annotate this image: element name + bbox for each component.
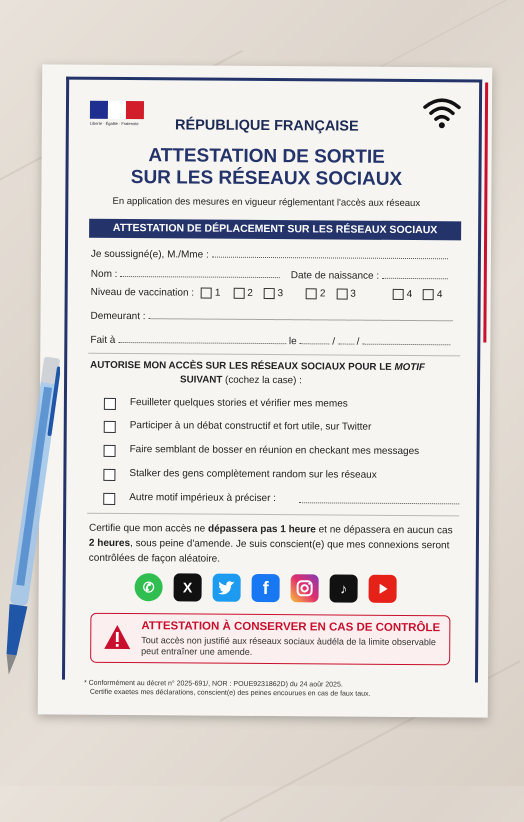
fill-line[interactable]: [362, 335, 450, 346]
option-label: Participer à un débat constructif et fort utile, sur Twitter: [129, 420, 372, 433]
vacc-option[interactable]: 4: [423, 289, 443, 300]
subtitle: En application des mesures en vigueur réglementant l'accès aux réseaux: [112, 195, 421, 210]
vacc-option[interactable]: 2: [233, 288, 253, 299]
checkbox[interactable]: [336, 288, 347, 299]
warning-text: Tout accès non justifié aux réseaux sociaux àudéla de la limite observable peut entraîner une amende.: [141, 635, 436, 657]
title-line-2: SUR LES RÉSEAUX SOCIAUX: [130, 167, 403, 190]
field-soussigne[interactable]: [91, 247, 448, 262]
field-naissance[interactable]: [291, 268, 448, 282]
title-line-1: ATTESTATION DE SORTIE: [148, 145, 385, 168]
field-label: Je soussigné(e), M./Mme :: [90, 248, 209, 261]
fill-line[interactable]: [299, 334, 329, 344]
field-label: Date de naissance :: [290, 270, 380, 282]
checkbox[interactable]: [423, 289, 434, 300]
pen-image: [0, 356, 60, 686]
fill-line[interactable]: [120, 267, 280, 278]
warning-icon: [103, 624, 131, 650]
option-label: Stalker des gens complètement random sur les réseaux: [129, 468, 377, 481]
vacc-option[interactable]: 4: [393, 289, 413, 300]
warning-title: ATTESTATION À CONSERVER EN CAS DE CONTRÔLE: [141, 620, 441, 635]
warning-box: [90, 613, 450, 666]
option-label: Feuilleter quelques stories et vérifier mes memes: [129, 397, 348, 410]
field-label: Fait à: [90, 334, 116, 346]
facebook-icon: f: [252, 574, 280, 602]
certification-text: Certifie que mon accès ne dépassera pas 1 heure et ne dépassera en aucun cas 2 heures, sous peine d'amende. Je suis conscient(e) que mes connexions seront contrôlées de façon aléatoire.: [88, 522, 453, 565]
x-icon: X: [174, 573, 202, 601]
checkbox[interactable]: [104, 445, 116, 457]
footnote-line-1: * Conformément au décret n° 2025-691/, NOR : POUE9231862D) du 24 aoûr 2025.: [83, 679, 343, 689]
field-label: Niveau de vaccination :: [90, 286, 195, 299]
option-label: Autre motif impérieux à préciser :: [129, 492, 277, 505]
motif-heading-line-1: AUTORISE MON ACCÈS SUR LES RÉSEAUX SOCIAUX POUR LE MOTIF: [90, 359, 425, 374]
fill-line[interactable]: [212, 248, 448, 260]
vacc-option[interactable]: 3: [264, 288, 284, 299]
instagram-icon: [291, 574, 319, 602]
checkbox[interactable]: [103, 469, 115, 481]
checkbox[interactable]: [393, 289, 404, 300]
whatsapp-icon: ✆: [135, 573, 163, 601]
twitter-icon: [213, 574, 241, 602]
field-fait[interactable]: Fait à le / /: [90, 333, 450, 349]
logo-caption: Liberté · Égalité · Fraternité: [89, 120, 139, 127]
checkbox[interactable]: [201, 288, 212, 299]
field-label: Demeurant :: [90, 310, 146, 323]
vacc-option[interactable]: 3: [336, 289, 356, 300]
checkbox[interactable]: [233, 288, 244, 299]
option-label: Faire semblant de bosser en réunion en checkant mes messages: [129, 444, 420, 458]
checkbox[interactable]: [103, 493, 115, 505]
section-band: ATTESTATION DE DÉPLACEMENT SUR LES RÉSEAUX SOCIAUX: [89, 219, 461, 241]
checkbox[interactable]: [306, 288, 317, 299]
fill-line[interactable]: [382, 269, 448, 279]
fill-line[interactable]: [118, 333, 286, 344]
youtube-icon: [369, 575, 397, 603]
footnote-line-2: Certifie exaetes mes déclarations, conscient(e) des peines encourues en cas de faux taux.: [89, 688, 371, 698]
motif-heading-line-2: SUIVANT (cochez la case) :: [180, 374, 302, 387]
fill-line[interactable]: [299, 493, 459, 504]
vacc-option[interactable]: 1: [201, 288, 221, 299]
footnote: [84, 679, 464, 700]
checkbox[interactable]: [104, 421, 116, 433]
vacc-option[interactable]: 2: [306, 288, 326, 299]
field-label: le: [288, 336, 297, 348]
attestation-sheet: [38, 64, 493, 717]
fill-line[interactable]: [148, 309, 452, 321]
field-nom[interactable]: [91, 267, 281, 281]
field-label: Nom :: [90, 268, 118, 280]
field-demeurant[interactable]: [90, 309, 452, 325]
checkbox[interactable]: [104, 398, 116, 410]
social-icons-row: [135, 573, 435, 605]
checkbox[interactable]: [264, 288, 275, 299]
republic-heading: RÉPUBLIQUE FRANÇAISE: [174, 117, 359, 135]
tiktok-icon: ♪: [330, 574, 358, 602]
fill-line[interactable]: [338, 335, 354, 345]
